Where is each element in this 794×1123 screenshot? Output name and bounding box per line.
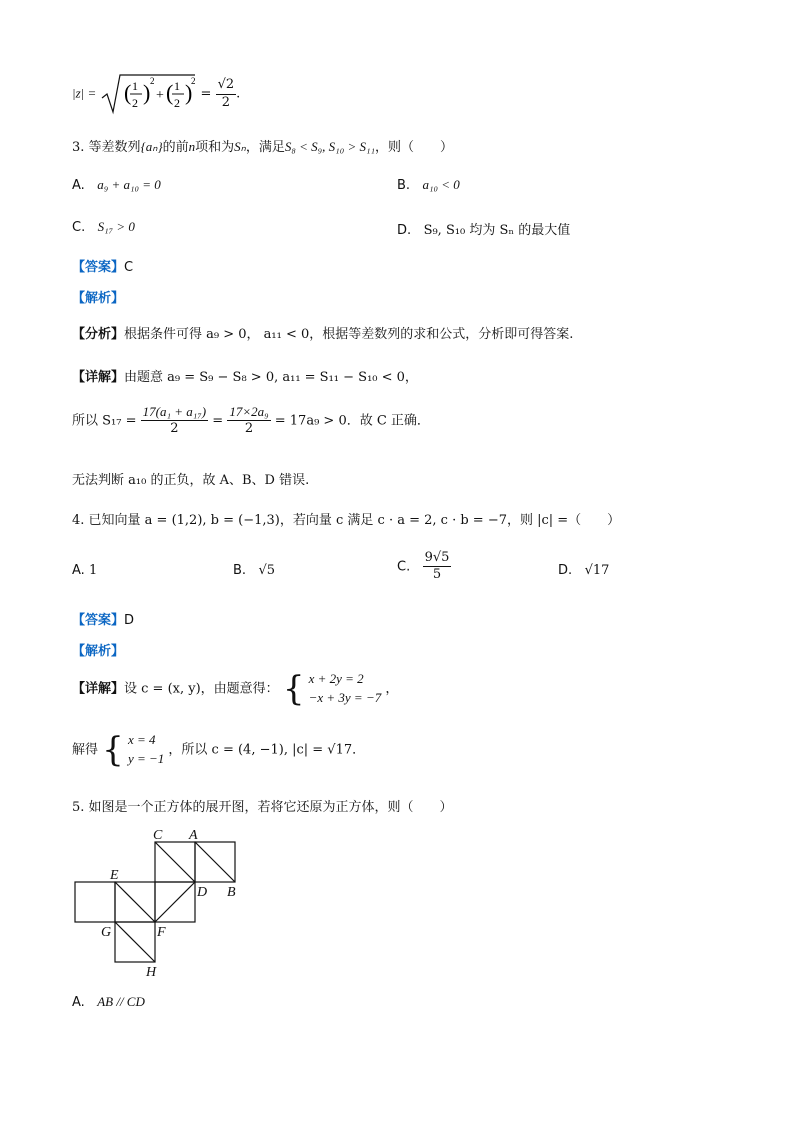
option-text: 1 <box>88 563 98 578</box>
net-diagonal <box>115 922 155 962</box>
option-text: S₉, S₁₀ 均为 Sₙ 的最大值 <box>423 223 571 238</box>
option-text: a₁₀ < 0 <box>422 177 460 192</box>
net-diagonal <box>115 882 155 922</box>
option-text: S₁₇ > 0 <box>97 219 135 234</box>
fraction-numerator: 9√5 <box>423 550 452 567</box>
q4-system-2 <box>128 731 164 769</box>
q2-result-fraction <box>216 77 237 111</box>
q3-fenxi <box>72 323 573 342</box>
net-diagonal <box>195 842 235 882</box>
q3-n: n <box>188 139 196 154</box>
q3-stem-text: 项和为 <box>195 140 235 155</box>
label-a: A <box>189 828 198 843</box>
q4-detail-line-1 <box>72 670 398 708</box>
svg-text:(: ( <box>124 80 132 105</box>
q3-stem-text: ，满足 <box>245 140 285 155</box>
option-label: B. <box>233 563 247 578</box>
q5-number: 5. <box>72 800 85 815</box>
option-text: √17 <box>584 563 610 578</box>
fraction-denominator: 5 <box>432 567 442 583</box>
detail-text: = 17a₉ > 0．故 C 正确． <box>274 413 430 429</box>
q4-option-c-fraction <box>423 550 452 584</box>
label-h: H <box>146 965 157 980</box>
detail-text: ，所以 c = (4, −1), |c| = √17． <box>168 742 366 758</box>
left-brace-icon: { <box>102 729 124 770</box>
answer-tag: 【答案】 <box>72 613 125 628</box>
q5-stem <box>72 796 453 815</box>
detail-tag: 【详解】 <box>72 370 125 385</box>
q4-option-c <box>397 550 451 584</box>
q3-condition: S₈ < S₉, S₁₀ > S₁₁ <box>284 139 376 154</box>
label-d: D <box>197 885 208 900</box>
svg-text:+: + <box>156 88 165 103</box>
q3-option-a <box>72 177 161 193</box>
net-diagonal <box>155 882 195 922</box>
fenxi-text: 根据条件可得 a₉ > 0， a₁₁ < 0，根据等差数列的求和公式，分析即可得答案. <box>124 327 574 342</box>
q3-stem-text: 的前 <box>162 140 189 155</box>
svg-text:2: 2 <box>132 96 139 110</box>
detail-text: ， <box>385 681 399 697</box>
svg-text:(: ( <box>166 80 174 105</box>
label-e: E <box>110 868 119 883</box>
q2-modulus-line: |z| = ( 1 2 ) 2 + ( 1 2 ) 2 = $\frac{√2}{2}$ . <box>72 72 240 116</box>
q3-option-d <box>397 219 570 238</box>
analysis-tag: 【解析】 <box>72 644 125 659</box>
option-text: √5 <box>258 563 276 578</box>
q3-analysis <box>72 287 124 306</box>
net-square <box>75 882 115 922</box>
left-brace-icon: { <box>282 668 305 709</box>
svg-text:2: 2 <box>191 76 196 86</box>
q2-lhs: |z| = <box>72 85 97 101</box>
equation-line: −x + 3y = −7 <box>308 689 382 705</box>
q3-answer <box>72 256 133 275</box>
answer-value: C <box>124 260 134 275</box>
svg-text:2: 2 <box>174 96 181 110</box>
q2-result-numerator: √2 <box>216 77 237 94</box>
q3-number: 3. <box>72 140 85 155</box>
q4-option-a <box>72 563 97 578</box>
q3-sequence: {aₙ} <box>140 139 163 154</box>
q4-option-d <box>558 563 609 578</box>
svg-text:): ) <box>143 80 151 105</box>
equation-line: x = 4 <box>127 732 156 747</box>
option-text: a₉ + a₁₀ = 0 <box>97 177 161 192</box>
q3-detail-line-1 <box>72 366 418 385</box>
detail-tag: 【详解】 <box>72 681 125 697</box>
option-label: A. <box>72 563 85 578</box>
svg-text:): ) <box>185 80 193 105</box>
label-f: F <box>157 925 166 940</box>
svg-text:2: 2 <box>150 76 155 86</box>
q2-sqrt-expression <box>100 72 196 116</box>
q4-answer <box>72 609 134 628</box>
equation-line: x + 2y = 2 <box>308 671 364 686</box>
svg-text:1: 1 <box>174 79 181 93</box>
cube-net-figure <box>70 824 250 984</box>
label-g: G <box>101 925 112 940</box>
option-text: AB // CD <box>97 994 145 1009</box>
q3-fraction-1 <box>141 404 209 438</box>
equation-line: y = −1 <box>127 750 165 766</box>
option-label: C. <box>72 220 86 235</box>
option-label: D. <box>397 223 412 238</box>
q4-number: 4. <box>72 513 85 528</box>
option-label: A. <box>72 178 85 193</box>
fraction-numerator: 17(a₁ + a₁₇) <box>141 404 209 421</box>
detail-text: 由题意 a₉ = S₉ − S₈ > 0, a₁₁ = S₁₁ − S₁₀ < 0， <box>124 370 418 385</box>
fraction-denominator: 2 <box>170 421 179 437</box>
q3-stem-text: ，则（ ） <box>375 140 454 155</box>
analysis-tag: 【解析】 <box>72 291 125 306</box>
q4-stem-text: 已知向量 a = (1,2), b = (−1,3)，若向量 c 满足 c · a = 2, c · b = −7，则 |c| =（ ） <box>88 513 621 528</box>
net-diagonal <box>155 842 195 882</box>
detail-text: 所以 S₁₇ = <box>72 413 137 429</box>
q3-detail-line-2: 所以 S₁₇ = $\frac{\text{17(a₁ + a₁₇)}}{2}$ = $\frac{\text{17×2a₉}}{2}$ = 17a₉ > 0．故 C 正确． <box>72 404 430 437</box>
q3-detail-line-3 <box>72 469 309 488</box>
answer-value: D <box>124 613 135 628</box>
q4-detail-line-2 <box>72 731 365 769</box>
detail-text: 无法判断 a₁₀ 的正负，故 A、B、D 错误. <box>72 473 310 488</box>
detail-text: 解得 <box>72 742 99 758</box>
fenxi-tag: 【分析】 <box>72 327 125 342</box>
radical-sign-icon <box>100 72 196 116</box>
fraction-numerator: 17×2a₉ <box>227 404 270 421</box>
q3-fraction-2 <box>227 404 270 438</box>
option-label: D. <box>558 563 573 578</box>
q2-result-denominator: 2 <box>221 94 230 110</box>
svg-text:1: 1 <box>132 79 139 93</box>
q3-option-c <box>72 219 135 235</box>
q4-option-b <box>233 563 275 578</box>
q3-stem-text: 等差数列 <box>88 140 141 155</box>
q4-stem <box>72 509 620 528</box>
label-c: C <box>153 828 163 843</box>
option-label: B. <box>397 178 411 193</box>
q5-stem-text: 如图是一个正方体的展开图，若将它还原为正方体，则（ ） <box>88 800 453 815</box>
q5-option-a <box>72 994 145 1010</box>
q3-stem <box>72 136 453 155</box>
q4-analysis <box>72 640 124 659</box>
option-label: A. <box>72 995 85 1010</box>
q4-system-1 <box>309 670 382 708</box>
answer-tag: 【答案】 <box>72 260 125 275</box>
fraction-denominator: 2 <box>244 421 254 437</box>
q3-sn: Sₙ <box>234 139 246 154</box>
option-label: C. <box>397 559 411 575</box>
detail-text: 设 c = (x, y)，由题意得： <box>124 681 279 697</box>
label-b: B <box>227 885 236 900</box>
q3-option-b <box>397 177 460 193</box>
